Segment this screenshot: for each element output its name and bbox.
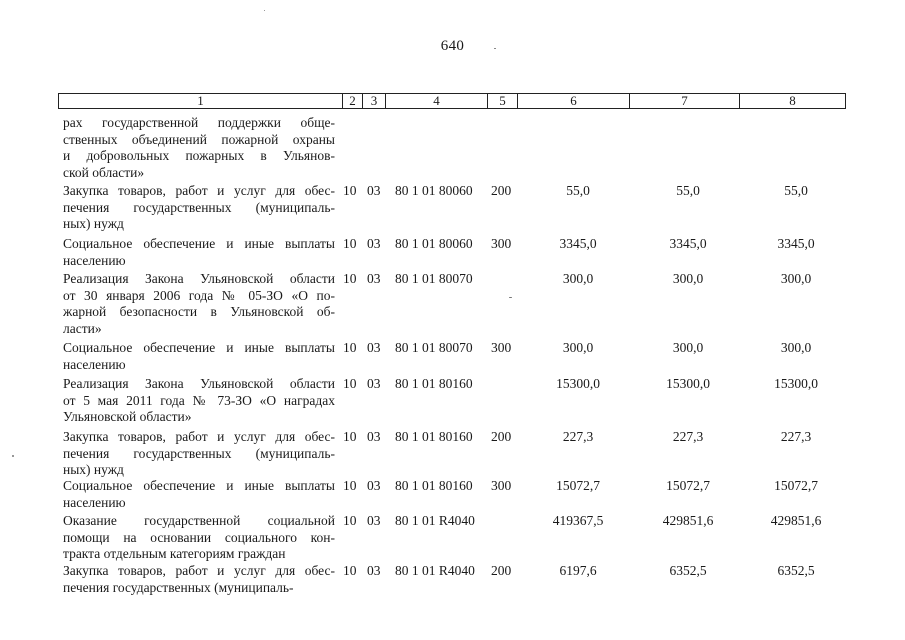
row-description xyxy=(63,429,335,479)
scan-speck xyxy=(509,297,512,298)
cell-y1: 55,0 xyxy=(566,183,590,198)
cell-y3: 3345,0 xyxy=(777,236,815,251)
description-line: Реализация Закона Ульяновской области xyxy=(63,376,335,391)
description-line: Социальное обеспечение и иные выплаты xyxy=(63,478,335,493)
description-line: ственных объединений пожарной охраны xyxy=(63,131,335,147)
cell-y3: 300,0 xyxy=(780,340,812,355)
header-col-5: 5 xyxy=(487,94,517,108)
cell-razdel: 10 xyxy=(343,340,357,355)
cell-csr: 80 1 01 80160 xyxy=(395,376,473,391)
cell-y1: 227,3 xyxy=(562,429,594,444)
cell-y1: 300,0 xyxy=(562,340,594,355)
description-line: тракта отдельным категориям граждан xyxy=(63,546,286,561)
cell-csr: 80 1 01 80060 xyxy=(395,183,473,198)
header-col-3: 3 xyxy=(362,94,385,108)
row-description xyxy=(63,376,335,426)
row-description xyxy=(63,271,335,337)
cell-y2: 300,0 xyxy=(672,271,704,286)
description-line: рах государственной поддержки обще- xyxy=(63,115,335,130)
description-line: от 5 мая 2011 года № 73-ЗО «О наградах xyxy=(63,392,335,408)
cell-y3: 6352,5 xyxy=(777,563,815,578)
header-col-8: 8 xyxy=(739,94,845,108)
cell-csr: 80 1 01 80070 xyxy=(395,340,473,355)
description-line: населению xyxy=(63,252,126,268)
description-line: Социальное обеспечение и иные выплаты xyxy=(63,236,335,251)
scan-speck xyxy=(12,455,14,457)
cell-razdel: 10 xyxy=(343,236,357,251)
description-line: печения государственных (муниципаль- xyxy=(63,445,335,461)
cell-y2: 227,3 xyxy=(672,429,704,444)
cell-razdel: 10 xyxy=(343,513,357,528)
description-line: помощи на основании социального кон- xyxy=(63,529,335,545)
cell-y1: 15300,0 xyxy=(556,376,600,391)
cell-y3: 55,0 xyxy=(784,183,808,198)
cell-podrazdel: 03 xyxy=(367,478,381,493)
cell-vr: 300 xyxy=(491,478,512,493)
row-description xyxy=(63,563,335,596)
cell-y1: 3345,0 xyxy=(559,236,597,251)
cell-razdel: 10 xyxy=(343,429,357,444)
description-line: ных) нужд xyxy=(63,462,124,477)
cell-csr: 80 1 01 80070 xyxy=(395,271,473,286)
scan-speck xyxy=(494,48,496,49)
page-number: 640 xyxy=(440,38,465,54)
table-header-row xyxy=(58,93,846,109)
description-line: Закупка товаров, работ и услуг для обес- xyxy=(63,183,335,198)
cell-razdel: 10 xyxy=(343,563,357,578)
description-line: печения государственных (муниципаль- xyxy=(63,579,294,595)
cell-y1: 419367,5 xyxy=(552,513,604,528)
cell-podrazdel: 03 xyxy=(367,183,381,198)
description-line: Закупка товаров, работ и услуг для обес- xyxy=(63,563,335,578)
cell-vr: 300 xyxy=(491,340,512,355)
description-line: Реализация Закона Ульяновской области xyxy=(63,271,335,286)
description-line: населению xyxy=(63,494,126,510)
header-col-7: 7 xyxy=(629,94,739,108)
description-line: жарной безопасности в Ульяновской об- xyxy=(63,304,335,319)
cell-csr: 80 1 01 80160 xyxy=(395,429,473,444)
description-line: ской области» xyxy=(63,164,145,180)
row-description xyxy=(63,340,335,373)
cell-csr: 80 1 01 80160 xyxy=(395,478,473,493)
description-line: ласти» xyxy=(63,320,102,336)
cell-y2: 15300,0 xyxy=(666,376,710,391)
cell-y2: 3345,0 xyxy=(669,236,707,251)
description-line: и добровольных пожарных в Ульянов- xyxy=(63,148,335,163)
description-line: Социальное обеспечение и иные выплаты xyxy=(63,340,335,355)
cell-csr: 80 1 01 R4040 xyxy=(395,513,475,528)
cell-podrazdel: 03 xyxy=(367,271,381,286)
description-line: населению xyxy=(63,356,126,372)
row-description xyxy=(63,183,335,233)
cell-vr: 200 xyxy=(491,563,512,578)
cell-y2: 15072,7 xyxy=(666,478,710,493)
cell-razdel: 10 xyxy=(343,183,357,198)
description-line: от 30 января 2006 года № 05-ЗО «О по- xyxy=(63,287,335,303)
cell-y2: 300,0 xyxy=(672,340,704,355)
cell-csr: 80 1 01 R4040 xyxy=(395,563,475,578)
cell-vr: 200 xyxy=(491,183,512,198)
header-col-6: 6 xyxy=(517,94,629,108)
row-description xyxy=(63,115,335,181)
cell-y3: 15072,7 xyxy=(774,478,818,493)
cell-y1: 15072,7 xyxy=(556,478,600,493)
description-line: печения государственных (муниципаль- xyxy=(63,199,335,215)
cell-podrazdel: 03 xyxy=(367,563,381,578)
row-description xyxy=(63,513,335,563)
cell-razdel: 10 xyxy=(343,376,357,391)
cell-vr: 300 xyxy=(491,236,512,251)
description-line: Оказание государственной социальной xyxy=(63,513,335,528)
cell-razdel: 10 xyxy=(343,478,357,493)
header-col-1: 1 xyxy=(197,93,204,108)
scan-speck xyxy=(264,10,265,11)
header-col-4: 4 xyxy=(385,94,487,108)
cell-y3: 300,0 xyxy=(780,271,812,286)
row-description xyxy=(63,236,335,269)
cell-podrazdel: 03 xyxy=(367,513,381,528)
cell-podrazdel: 03 xyxy=(367,376,381,391)
cell-y2: 429851,6 xyxy=(662,513,714,528)
cell-y3: 227,3 xyxy=(780,429,812,444)
cell-y3: 429851,6 xyxy=(770,513,822,528)
cell-y2: 55,0 xyxy=(676,183,700,198)
description-line: ных) нужд xyxy=(63,216,124,231)
row-description xyxy=(63,478,335,511)
cell-y2: 6352,5 xyxy=(669,563,707,578)
cell-razdel: 10 xyxy=(343,271,357,286)
cell-podrazdel: 03 xyxy=(367,236,381,251)
cell-vr: 200 xyxy=(491,429,512,444)
description-line: Ульяновской области» xyxy=(63,409,192,424)
cell-y1: 300,0 xyxy=(562,271,594,286)
cell-podrazdel: 03 xyxy=(367,340,381,355)
description-line: Закупка товаров, работ и услуг для обес- xyxy=(63,429,335,444)
cell-podrazdel: 03 xyxy=(367,429,381,444)
header-col-2: 2 xyxy=(342,94,362,108)
cell-csr: 80 1 01 80060 xyxy=(395,236,473,251)
cell-y3: 15300,0 xyxy=(774,376,818,391)
cell-y1: 6197,6 xyxy=(559,563,597,578)
